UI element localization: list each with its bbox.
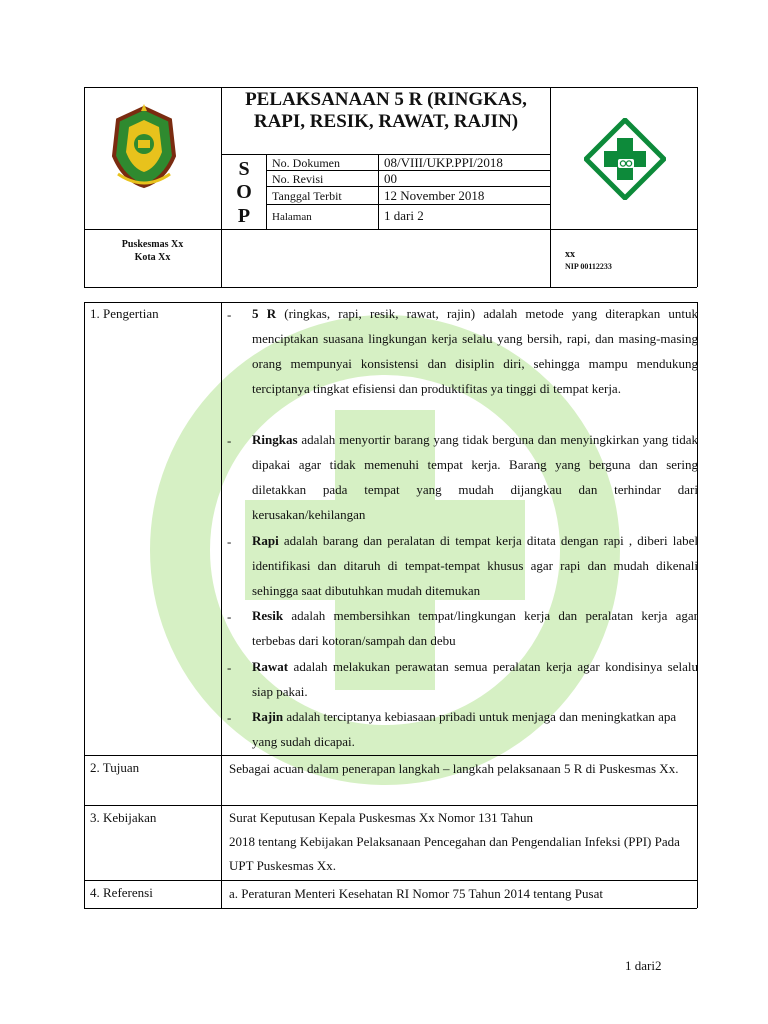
pengertian-item-rawat [252, 654, 698, 704]
bullet-dash: - [227, 660, 232, 675]
no-revisi-value: 00 [384, 171, 397, 186]
item-text: adalah terciptanya kebiasaan pribadi untuk menjaga dan meningkatkan apa yang sudah dicapai. [252, 709, 677, 749]
tujuan-text: Sebagai acuan dalam penerapan langkah – langkah pelaksanaan 5 R di Puskesmas Xx. [229, 761, 679, 776]
sop-letter-o: O [236, 181, 252, 203]
section-label-kebijakan: 3. Kebijakan [90, 810, 157, 825]
item-term: 5 R [252, 306, 277, 321]
item-term: Rajin [252, 709, 284, 724]
halaman-value: 1 dari 2 [384, 208, 424, 223]
referensi-text: a. Peraturan Menteri Kesehatan RI Nomor 75 Tahun 2014 tentang Pusat [229, 886, 603, 901]
bullet-dash: - [227, 710, 232, 725]
bullet-dash: - [227, 433, 232, 448]
item-term: Ringkas [252, 432, 298, 447]
kebijakan-line2: 2018 tentang Kebijakan Pelaksanaan Pencegahan dan Pengendalian Infeksi (PPI) Pada UPT Puskesmas Xx. [229, 834, 680, 873]
bullet-dash: - [227, 307, 232, 322]
item-text: adalah barang dan peralatan di tempat kerja ditata dengan rapi , diberi label identifikasi dan ditaruh di tempat-tempat khusus agar rapi dan mudah dikenali sehingga saat dibutuhkan mudah ditemukan [252, 533, 698, 598]
section-label-tujuan: 2. Tujuan [90, 760, 140, 775]
org-name: Puskesmas Xx [121, 239, 184, 250]
item-text: (ringkas, rapi, resik, rawat, rajin) adalah metode yang diterapkan untuk menciptakan suasana lingkungan kerja selalu yang bersih, rapi, dan masing-masing orang mempunyai konsistensi dan disiplin diri, sehingga mampu mendukung terciptanya tingkat efisiensi dan produktifitas ya tinggi di tempat kerja. [252, 306, 698, 396]
tanggal-terbit-label: Tanggal Terbit [272, 189, 342, 203]
kebijakan-line1: Surat Keputusan Kepala Puskesmas Xx Nomor 131 Tahun [229, 810, 533, 825]
pengertian-item-5r [252, 301, 698, 401]
item-term: Rawat [252, 659, 289, 674]
document-title: PELAKSANAAN 5 R (RINGKAS, RAPI, RESIK, RAWAT, RAJIN) [245, 89, 527, 132]
pengertian-item-rajin [252, 704, 698, 754]
section-label-referensi: 4. Referensi [90, 885, 153, 900]
pengertian-item-rapi [252, 528, 698, 603]
pengertian-item-resik [252, 603, 698, 653]
signer-nip: NIP 00112233 [565, 262, 612, 271]
org-city: Kota Xx [134, 252, 171, 263]
sop-letter-s: S [238, 158, 250, 180]
item-term: Rapi [252, 533, 279, 548]
item-text: adalah menyortir barang yang tidak berguna dan menyingkirkan yang tidak dipakai agar tidak memenuhi tempat kerja. Barang yang berguna dan sering diletakkan pada tempat yang mudah dijangkau dan terhindar dari kerusakan/kehilangan [252, 432, 698, 522]
no-dokumen-label: No. Dokumen [272, 156, 340, 170]
no-revisi-label: No. Revisi [272, 172, 324, 186]
no-dokumen-value: 08/VIII/UKP.PPI/2018 [384, 155, 503, 170]
sop-letter-p: P [237, 205, 251, 227]
section-label-pengertian: 1. Pengertian [90, 306, 159, 321]
regional-crest-logo [104, 100, 184, 190]
item-text: adalah membersihkan tempat/lingkungan kerja dan peralatan kerja agar terbebas dari kotoran/sampah dan debu [252, 608, 698, 648]
item-text: adalah melakukan perawatan semua peralatan kerja agar kondisinya selalu siap pakai. [252, 659, 698, 699]
bullet-dash: - [227, 609, 232, 624]
halaman-label: Halaman [272, 211, 312, 223]
puskesmas-logo [584, 118, 666, 200]
bullet-dash: - [227, 534, 232, 549]
page-number: 1 dari2 [625, 958, 662, 973]
pengertian-item-ringkas [252, 427, 698, 527]
item-term: Resik [252, 608, 284, 623]
tanggal-terbit-value: 12 November 2018 [384, 188, 485, 203]
signer-name: xx [565, 249, 575, 260]
